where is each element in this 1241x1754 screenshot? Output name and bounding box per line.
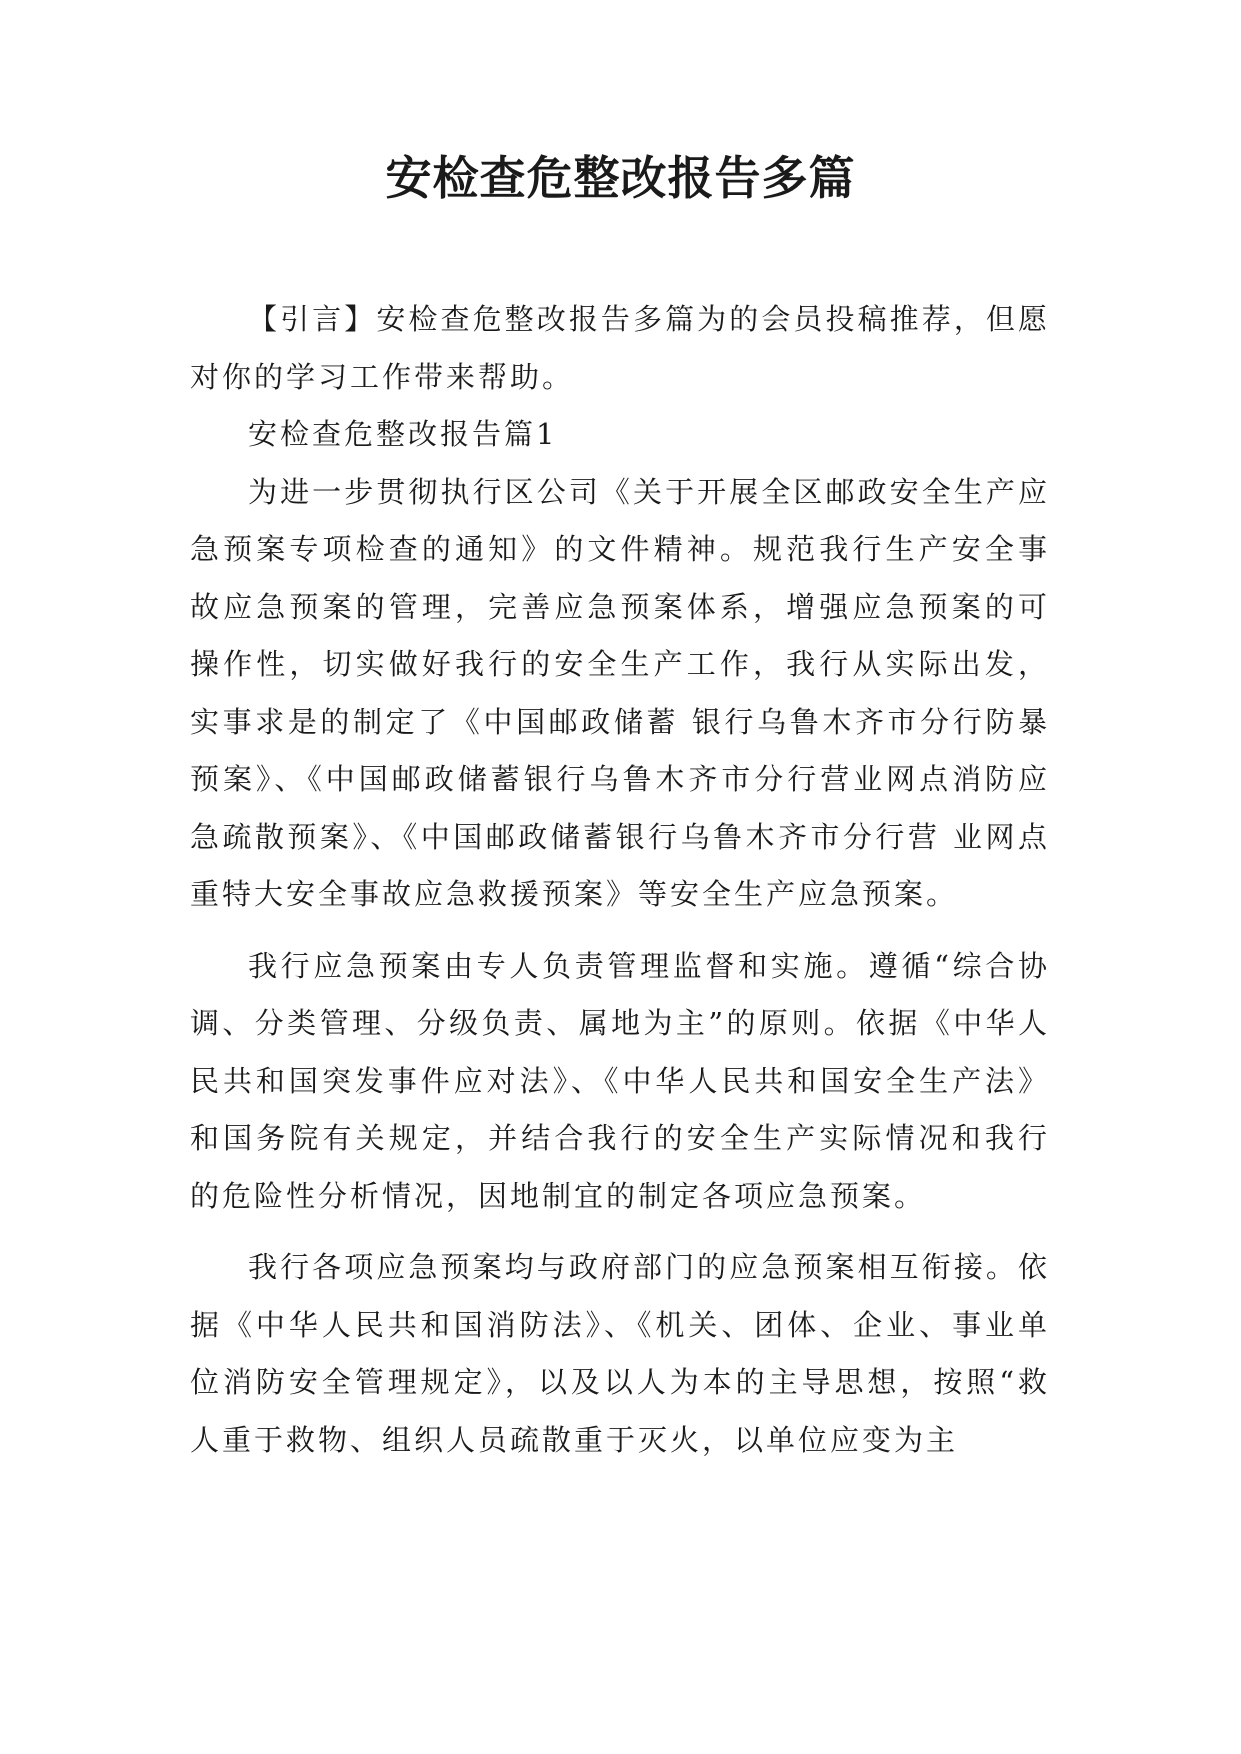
body-paragraph: 为进一步贯彻执行区公司《关于开展全区邮政安全生产应急预案专项检查的通知》的文件精神。规范我行生产安全事故应急预案的管理，完善应急预案体系，增强应急预案的可操作性，切实做好我行的安全生产工作，我行从实际出发，实事求是的制定了《中国邮政储蓄 银行乌鲁木齐市分行防暴预案》、《中国邮政储蓄银行乌鲁木齐市分行营业网点消防应急疏散预案》、《中国邮政储蓄银行乌鲁木齐市分行营 业网点重特大安全事故应急救援预案》等安全生产应急预案。 [190,474,1050,911]
body-paragraph: 我行各项应急预案均与政府部门的应急预案相互衔接。依据《中华人民共和国消防法》、《机关、团体、企业、事业单位消防安全管理规定》，以及以人为本的主导思想，按照“救人重于救物、组织人员疏散重于灭火，以单位应变为主 [190,1250,1050,1457]
intro-paragraph: 【引言】安检查危整改报告多篇为的会员投稿推荐，但愿对你的学习工作带来帮助。 [190,302,1050,394]
body-paragraph: 我行应急预案由专人负责管理监督和实施。遵循“综合协调、分类管理、分级负责、属地为主”的原则。依据《中华人民共和国突发事件应对法》、《中华人民共和国安全生产法》和国务院有关规定，并结合我行的安全生产实际情况和我行的危险性分析情况，因地制宜的制定各项应急预案。 [190,948,1050,1213]
document-body [190,291,1050,1469]
document-title: 安检查危整改报告多篇 [385,151,856,205]
section-heading: 安检查危整改报告篇1 [248,417,558,451]
